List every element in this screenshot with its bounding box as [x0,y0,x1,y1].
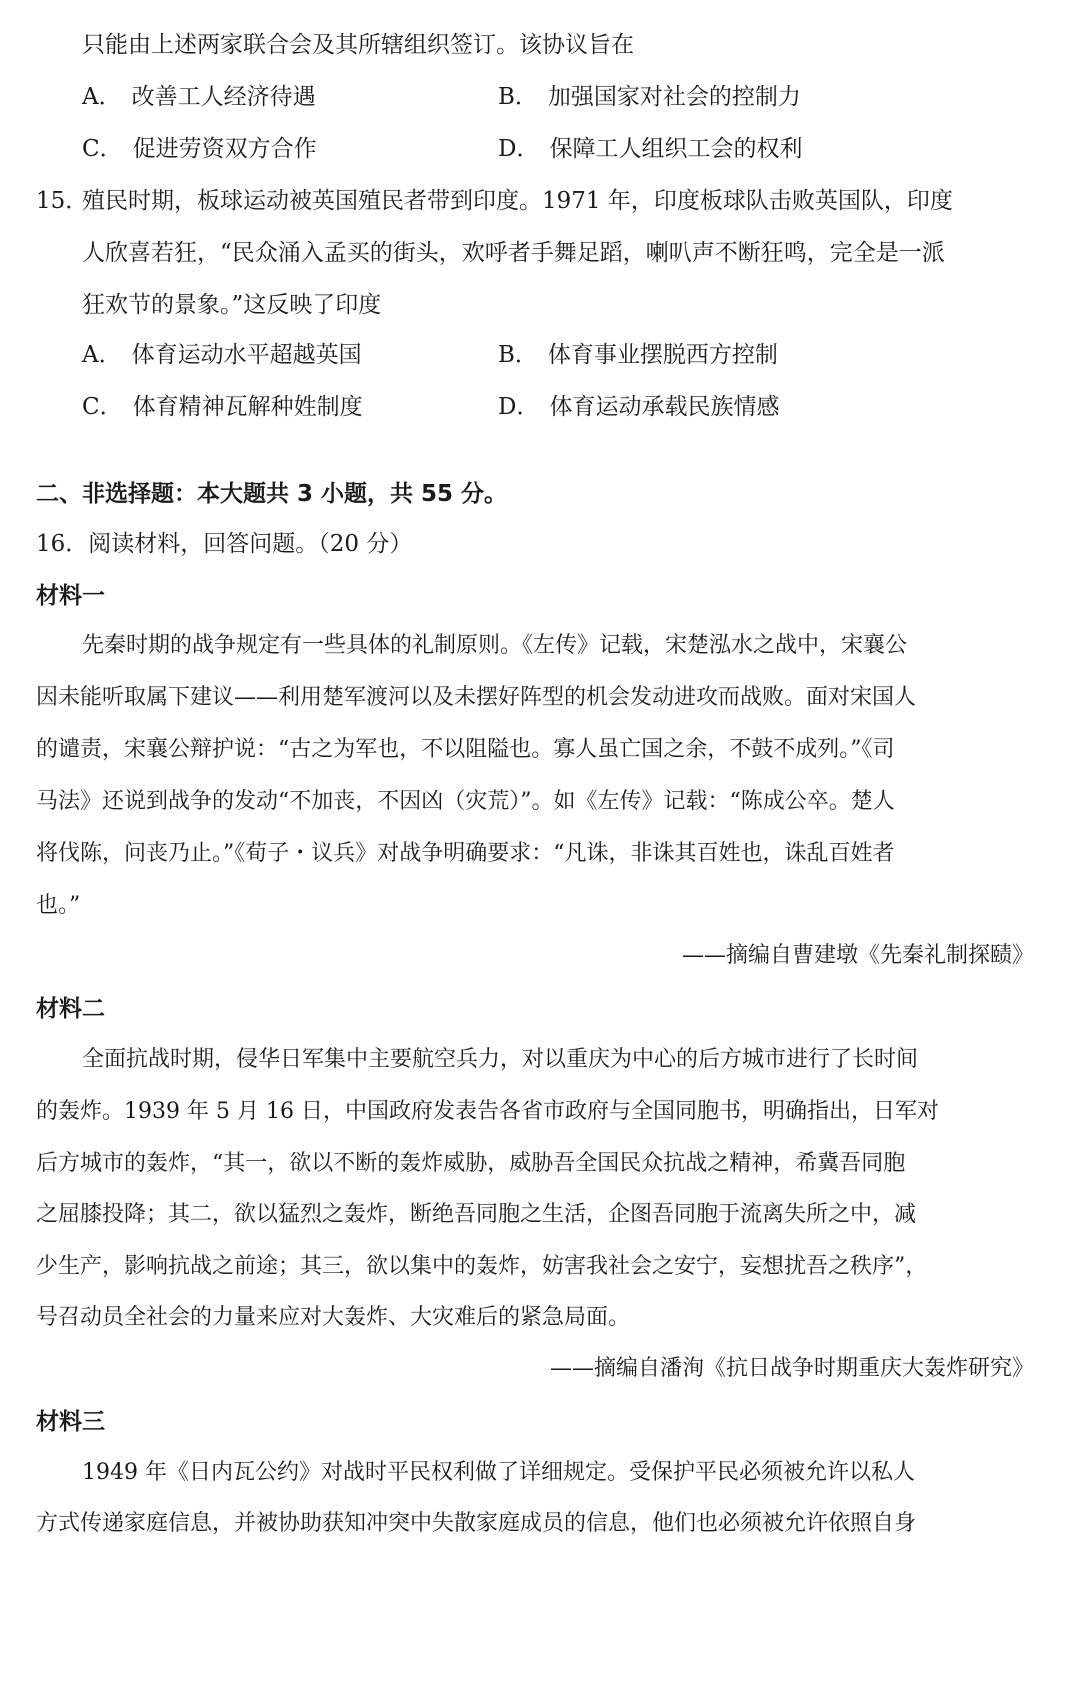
q16-stem: 16．阅读材料，回答问题。（20 分） [36,531,413,557]
material-line: 马法》还说到战争的发动“不加丧，不因凶（灾荒）”。如《左传》记载：“陈成公卒。楚人 [36,789,895,814]
material-line: 少生产，影响抗战之前途；其三，欲以集中的轰炸，妨害我社会之安宁，妄想扰吾之秩序”， [36,1254,928,1279]
material-line: 因未能听取属下建议——利用楚军渡河以及未摆好阵型的机会发动进攻而战败。面对宋国人 [36,685,917,710]
q15-option-d [498,388,779,421]
q14-option-a [82,78,316,111]
option-text: 改善工人经济待遇 [131,84,316,110]
material-line: 1949 年《日内瓦公约》对战时平民权利做了详细规定。受保护平民必须被允许以私人 [82,1460,915,1485]
q14-option-b [498,78,801,111]
option-text: 体育运动承载民族情感 [549,394,780,420]
material-line: 的谴责，宋襄公辩护说：“古之为军也，不以阻隘也。寡人虽亡国之余，不鼓不成列。”《司 [36,737,895,762]
material-line: 后方城市的轰炸，“其一，欲以不断的轰炸威胁，威胁吾全国民众抗战之精神，希冀吾同胞 [36,1151,906,1176]
option-text: 促进劳资双方合作 [132,136,317,162]
material-label: 材料二 [36,996,105,1022]
option-text: 体育精神瓦解种姓制度 [132,394,363,420]
material-line: 号召动员全社会的力量来应对大轰炸、大灾难后的紧急局面。 [36,1305,631,1330]
material-label: 材料三 [36,1409,105,1435]
option-text: 体育事业摆脱西方控制 [547,342,778,368]
q15-option-b [498,336,778,369]
material-source: ——摘编自曹建墩《先秦礼制探赜》 [681,943,1034,968]
q15-option-c [82,388,363,421]
section-heading: 二、非选择题：本大题共 3 小题，共 55 分。 [36,481,508,507]
option-letter: A． [82,342,122,368]
material-label: 材料一 [36,583,105,609]
option-letter: B． [498,342,538,368]
q15-stem-line: 殖民时期，板球运动被英国殖民者带到印度。1971 年，印度板球队击败英国队，印度 [82,188,953,214]
q15-option-a [82,336,362,369]
q14-option-c [82,130,317,163]
material-line: 先秦时期的战争规定有一些具体的礼制原则。《左传》记载，宋楚泓水之战中，宋襄公 [82,633,908,658]
material-line: 的轰炸。1939 年 5 月 16 日，中国政府发表告各省市政府与全国同胞书，明确指出，日军对 [36,1099,939,1124]
option-letter: C． [82,136,123,162]
material-line: 将伐陈，问丧乃止。”《荀子・议兵》对战争明确要求：“凡诛，非诛其百姓也，诛乱百姓者 [36,841,895,866]
option-text: 加强国家对社会的控制力 [547,84,801,110]
q14-option-d [498,130,802,163]
material-line: 之屈膝投降；其二，欲以猛烈之轰炸，断绝吾同胞之生活，企图吾同胞于流离失所之中，减 [36,1202,917,1227]
option-text: 体育运动水平超越英国 [131,342,362,368]
q15-stem-line: 狂欢节的景象。”这反映了印度 [82,292,382,318]
option-letter: A． [82,84,122,110]
option-letter: C． [82,394,123,420]
material-line: 全面抗战时期，侵华日军集中主要航空兵力，对以重庆为中心的后方城市进行了长时间 [82,1047,919,1072]
material-line: 方式传递家庭信息，并被协助获知冲突中失散家庭成员的信息，他们也必须被允许依照自身 [36,1511,917,1536]
material-source: ——摘编自潘洵《抗日战争时期重庆大轰炸研究》 [549,1356,1034,1381]
q15-number: 15． [36,188,89,214]
option-letter: D． [498,394,540,420]
option-letter: D． [498,136,540,162]
option-letter: B． [498,84,538,110]
option-text: 保障工人组织工会的权利 [549,136,803,162]
material-line: 也。” [36,893,81,918]
q14-stem-tail: 只能由上述两家联合会及其所辖组织签订。该协议旨在 [82,32,634,58]
q15-stem-line: 人欣喜若狂，“民众涌入孟买的街头，欢呼者手舞足蹈，喇叭声不断狂鸣，完全是一派 [82,240,945,266]
